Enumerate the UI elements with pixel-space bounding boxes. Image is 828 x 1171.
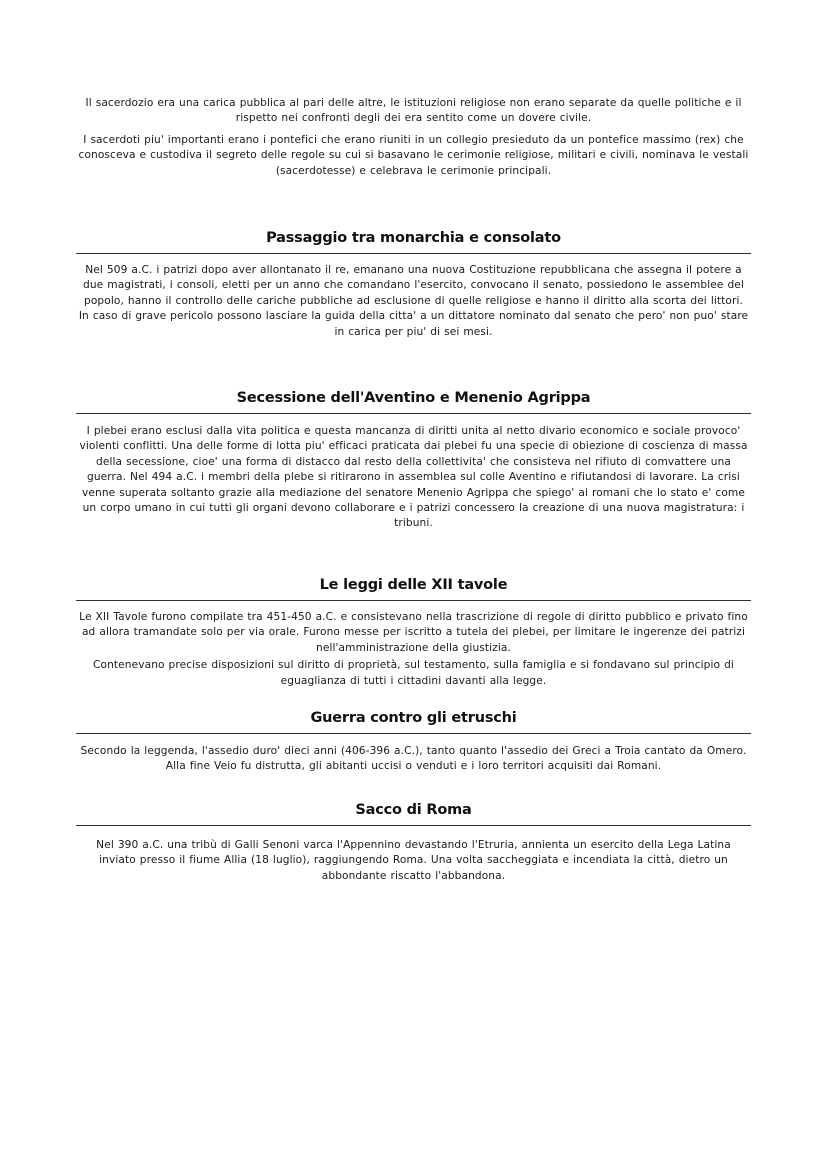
section-body-monarchia-consolato — [76, 263, 751, 340]
section-divider — [76, 253, 751, 254]
intro-section — [76, 96, 751, 179]
section-paragraph: Nel 390 a.C. una tribù di Galli Senoni varca l'Appennino devastando l'Etruria, annienta un esercito della Lega Latina inviato presso il fiume Allia (18 luglio), raggiungendo Roma. Una volta saccheggiata e incendiata la città, dietro un abbondante riscatto l'abbandona. — [96, 839, 731, 882]
section-body-leggi-xii-tavole — [76, 610, 751, 689]
section-body-guerra-etruschi — [76, 744, 751, 775]
section-paragraph: Contenevano precise disposizioni sul diritto di proprietà, sul testamento, sulla famiglia e si fondavano sul principio di eguaglianza di tutti i cittadini davanti alla legge. — [93, 659, 734, 687]
section-paragraph: Le XII Tavole furono compilate tra 451-450 a.C. e consistevano nella trascrizione di regole di diritto pubblico e privato fino ad allora tramandate solo per via orale. Furono messe per iscritto a tutela dei plebei, per limitare le ingerenze dei patrizi nell'amministrazione della giustizia. — [79, 611, 748, 654]
intro-paragraph-2: I sacerdoti piu' importanti erano i pontefici che erano riuniti in un collegio presieduto da un pontefice massimo (rex) che conosceva e custodiva il segreto delle regole su cui si basavano le cerimonie religiose, militari e civili, nominava le vestali (sacerdotesse) e celebrava le cerimonie principali. — [78, 133, 749, 177]
section-divider — [76, 413, 751, 414]
section-divider — [76, 600, 751, 601]
section-paragraph: In caso di grave pericolo possono lasciare la guida della citta' a un dittatore nominato dal senato che pero' non puo' stare in carica per piu' di sei mesi. — [78, 310, 749, 338]
section-title-secessione-aventino: Secessione dell'Aventino e Menenio Agrippa — [236, 390, 591, 406]
section-title-sacco-roma: Sacco di Roma — [355, 802, 472, 818]
section-paragraph: I plebei erano esclusi dalla vita politica e questa mancanza di diritti unita al netto divario economico e sociale provoco' violenti conflitti. Una delle forme di lotta piu' efficaci praticata dai plebei fu una specie di obiezione di coscienza di massa della secessione, cioe' una forma di distacco dal resto della collettivita' che consisteva nel rifiuto di comvattere una guerra. Nel 494 a.C. i membri della plebe si ritirarono in assemblea sul colle Aventino e rifiutandosi di lavorare. La crisi venne superata soltanto grazie alla mediazione del senatore Menenio Agrippa che spiego' ai romani che lo stato e' come un corpo umano in cui tutti gli organi devono collaborare e i patrizi concessero la creazione di una nuova magistratura: i tribuni. — [79, 425, 748, 530]
section-title-guerra-etruschi: Guerra contro gli etruschi — [310, 710, 517, 726]
section-divider — [76, 825, 751, 826]
section-divider — [76, 733, 751, 734]
section-body-secessione-aventino — [76, 424, 751, 532]
section-title-monarchia-consolato: Passaggio tra monarchia e consolato — [266, 230, 561, 246]
section-paragraph: Secondo la leggenda, l'assedio duro' dieci anni (406-396 a.C.), tanto quanto l'assedio dei Greci a Troia cantato da Omero. Alla fine Veio fu distrutta, gli abitanti uccisi o venduti e i loro territori acquisiti dai Romani. — [80, 745, 747, 773]
intro-paragraph-1: Il sacerdozio era una carica pubblica al pari delle altre, le istituzioni religiose non erano separate da quelle politiche e il rispetto nei confronti degli dei era sentito come un dovere civile. — [85, 97, 742, 125]
section-title-leggi-xii-tavole: Le leggi delle XII tavole — [319, 577, 508, 593]
section-paragraph: Nel 509 a.C. i patrizi dopo aver allontanato il re, emanano una nuova Costituzione repubblicana che assegna il potere a due magistrati, i consoli, eletti per un anno che comandano l'esercito, convocano il senato, possiedono le assemblee del popolo, hanno il controllo delle cariche pubbliche ad esclusione di quelle religiose e hanno il diritto alla scorta dei littori. — [83, 264, 744, 307]
section-body-sacco-roma — [76, 838, 751, 884]
